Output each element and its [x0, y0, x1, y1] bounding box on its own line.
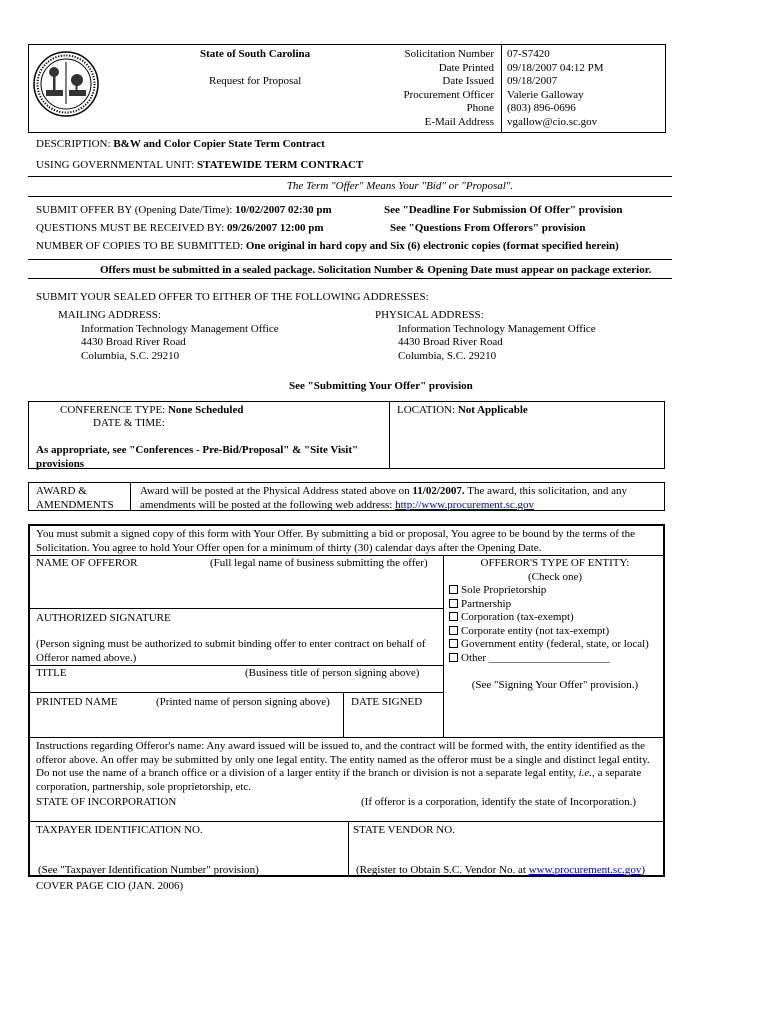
unit-row: [36, 159, 363, 171]
title-label: TITLE: [36, 667, 67, 679]
physical-line: Columbia, S.C. 29210: [398, 349, 497, 362]
questions-see: See "Questions From Offerors" provision: [390, 222, 586, 234]
offeror-name-label: NAME OF OFFEROR: [36, 557, 138, 569]
header-doc-type: Request for Proposal: [209, 75, 302, 87]
questions-label: QUESTIONS MUST BE RECEIVED BY:: [36, 222, 225, 234]
entity-option-sole[interactable]: Sole Proprietorship: [449, 584, 661, 598]
entity-option-partnership[interactable]: Partnership: [449, 598, 661, 612]
offer-rule-name: [28, 608, 443, 609]
mailing-address: [58, 309, 279, 363]
term-note: The Term "Offer" Means Your "Bid" or "Proposal".: [286, 180, 514, 192]
date-signed-label: DATE SIGNED: [351, 696, 423, 708]
physical-line: 4430 Broad River Road: [398, 336, 503, 348]
offer-rule-incorporation: [28, 821, 665, 822]
header-values: [507, 48, 604, 129]
printed-name-input[interactable]: [36, 710, 336, 734]
offer-vertical-tin: [348, 821, 349, 877]
rule-4: [28, 278, 672, 279]
rule-1: [28, 176, 672, 177]
entity-option-government[interactable]: Government entity (federal, state, or local): [449, 638, 661, 652]
entity-check-one: (Check one): [527, 570, 583, 583]
sealed-note: Offers must be submitted in a sealed package. Solicitation Number & Opening Date must appear on package exterior.: [100, 264, 652, 276]
tin-label: TAXPAYER IDENTIFICATION NO.: [36, 824, 203, 836]
entity-option-corp-exempt[interactable]: Corporation (tax-exempt): [449, 611, 661, 625]
state-seal-icon: [32, 50, 100, 118]
date-signed-input[interactable]: [351, 710, 439, 734]
rule-3: [28, 259, 672, 260]
questions-row: [36, 222, 324, 234]
value-email: vgallow@cio.sc.gov: [507, 115, 598, 128]
signature-input[interactable]: [36, 626, 436, 636]
offeror-name-input[interactable]: [36, 572, 436, 606]
vendor-input[interactable]: [353, 838, 658, 862]
footer-label: COVER PAGE CIO (JAN. 2006): [36, 880, 184, 892]
printed-name-label: PRINTED NAME: [36, 696, 118, 708]
award-text: [140, 485, 662, 512]
offeror-instructions: [36, 740, 661, 794]
physical-line: Information Technology Management Office: [398, 322, 596, 335]
offer-rule-signature: [28, 665, 443, 666]
printed-name-hint: (Printed name of person signing above): [156, 696, 330, 708]
addresses-see: See "Submitting Your Offer" provision: [289, 380, 473, 392]
offer-vertical-date: [343, 692, 344, 738]
checkbox-icon[interactable]: [449, 626, 458, 635]
award-text-a: Award will be posted at the Physical Address stated above on: [140, 485, 410, 497]
description-row: [36, 138, 325, 150]
award-divider: [130, 482, 131, 511]
conference-datetime-label: DATE & TIME:: [93, 417, 165, 429]
physical-address: [375, 309, 596, 363]
mailing-line: Columbia, S.C. 29210: [81, 349, 180, 362]
value-solicitation-number: 07-S7420: [507, 48, 550, 60]
award-text-b: The award, this solicitation, and any amendments will be posted at the following web address:: [140, 485, 627, 511]
label-solicitation-number: Solicitation Number: [404, 48, 494, 60]
offer-rule-title: [28, 692, 443, 693]
title-input[interactable]: [36, 680, 436, 690]
tin-hint: (See "Taxpayer Identification Number" provision): [38, 864, 259, 876]
rule-2: [28, 196, 672, 197]
submit-offer-value: 10/02/2007 02:30 pm: [235, 204, 332, 216]
incorporation-label: STATE OF INCORPORATION: [36, 796, 177, 808]
addresses-intro: SUBMIT YOUR SEALED OFFER TO EITHER OF THE FOLLOWING ADDRESSES:: [36, 291, 429, 303]
mailing-line: Information Technology Management Office: [81, 322, 279, 335]
checkbox-icon[interactable]: [449, 585, 458, 594]
value-date-printed: 09/18/2007 04:12 PM: [507, 61, 604, 74]
submit-offer-row: [36, 204, 332, 216]
conference-divider: [389, 401, 390, 469]
signature-note: (Person signing must be authorized to submit binding offer to enter contract on behalf of Offeror named above.): [36, 638, 426, 664]
description-value: B&W and Color Copier State Term Contract: [113, 138, 325, 150]
description-label: DESCRIPTION:: [36, 138, 111, 150]
conference-type-value: None Scheduled: [167, 404, 244, 416]
checkbox-icon[interactable]: [449, 599, 458, 608]
conference-type-row: [60, 404, 243, 416]
physical-label: PHYSICAL ADDRESS:: [375, 309, 484, 321]
conference-location-value: Not Applicable: [457, 404, 528, 416]
offer-form-intro: You must submit a signed copy of this form with Your Offer. By submitting a bid or proposal, You agree to be bound by the terms of the Solicitation. You agree to hold Your Offer open for a minimum of thirty (30) calendar days after the Opening Date.: [36, 528, 636, 554]
label-procurement-officer: Procurement Officer: [403, 88, 494, 101]
header-labels: [380, 48, 494, 129]
label-email: E-Mail Address: [424, 115, 494, 128]
vendor-hint-close: ): [641, 864, 646, 876]
vendor-label: STATE VENDOR NO.: [353, 824, 455, 836]
submit-offer-see: See "Deadline For Submission Of Offer" provision: [384, 204, 623, 216]
entity-see: (See "Signing Your Offer" provision.): [471, 679, 639, 691]
entity-option-corp-nonexempt[interactable]: Corporate entity (not tax-exempt): [449, 625, 661, 639]
header-divider: [501, 44, 502, 133]
conference-location-label: LOCATION:: [397, 404, 456, 416]
label-phone: Phone: [466, 102, 494, 114]
signature-label: AUTHORIZED SIGNATURE: [36, 612, 171, 624]
conference-type-label: CONFERENCE TYPE:: [60, 404, 166, 416]
instructions-text-a: Instructions regarding Offeror's name: Any award issued will be issued to, and the contract will be formed with, the entity identified as the offeror above. An offer may be submitted by only one legal entity. The entity named as the offeror must be a single and distinct legal entity. Do not use the name of a branch office or a division of a larger entity if the branch or division is not a separate legal entity,: [36, 740, 650, 779]
value-procurement-officer: Valerie Galloway: [507, 88, 584, 101]
offer-vertical-entity: [443, 555, 444, 738]
offer-rule-printed: [28, 737, 665, 738]
title-hint: (Business title of person signing above): [245, 667, 420, 679]
copies-value: One original in hard copy and Six (6) electronic copies (format specified herein): [245, 240, 619, 252]
tin-input[interactable]: [36, 838, 341, 862]
vendor-url-link[interactable]: www.procurement.sc.gov: [528, 864, 642, 876]
vendor-hint-row: [356, 864, 645, 876]
checkbox-icon[interactable]: [449, 653, 458, 662]
award-url-link[interactable]: http://www.procurement.sc.gov: [395, 498, 534, 511]
instructions-ie: i.e.,: [578, 767, 595, 779]
instructions-text-b: a separate corporation, partnership, sole proprietorship, etc.: [36, 767, 642, 793]
entity-title: OFFEROR'S TYPE OF ENTITY:: [480, 557, 630, 569]
header-state: State of South Carolina: [200, 48, 311, 60]
award-label-line2: AMENDMENTS: [36, 498, 114, 511]
checkbox-icon[interactable]: [449, 639, 458, 648]
award-date: 11/02/2007.: [412, 485, 465, 497]
value-phone: (803) 896-0696: [507, 102, 576, 114]
entity-option-other[interactable]: Other ______________________: [449, 652, 661, 666]
unit-value: STATEWIDE TERM CONTRACT: [197, 159, 364, 171]
incorporation-input[interactable]: [36, 809, 656, 819]
entity-type: [449, 557, 661, 665]
offeror-name-hint: (Full legal name of business submitting the offer): [210, 557, 428, 569]
conference-note: As appropriate, see "Conferences - Pre-Bid/Proposal" & "Site Visit" provisions: [36, 444, 359, 470]
label-date-printed: Date Printed: [438, 61, 494, 74]
offer-rule-intro: [28, 555, 665, 556]
submit-offer-label: SUBMIT OFFER BY (Opening Date/Time):: [36, 204, 233, 216]
copies-label: NUMBER OF COPIES TO BE SUBMITTED:: [36, 240, 244, 252]
vendor-hint: (Register to Obtain S.C. Vendor No. at: [356, 864, 526, 876]
incorporation-hint: (If offeror is a corporation, identify the state of Incorporation.): [361, 796, 636, 808]
mailing-label: MAILING ADDRESS:: [58, 309, 161, 321]
award-label: [36, 485, 114, 512]
unit-label: USING GOVERNMENTAL UNIT:: [36, 159, 195, 171]
award-label-line1: AWARD &: [36, 485, 87, 497]
conference-location-row: [397, 404, 528, 416]
copies-row: [36, 240, 619, 252]
label-date-issued: Date Issued: [442, 75, 494, 87]
mailing-line: 4430 Broad River Road: [81, 336, 186, 348]
value-date-issued: 09/18/2007: [507, 75, 558, 87]
checkbox-icon[interactable]: [449, 612, 458, 621]
questions-value: 09/26/2007 12:00 pm: [227, 222, 324, 234]
